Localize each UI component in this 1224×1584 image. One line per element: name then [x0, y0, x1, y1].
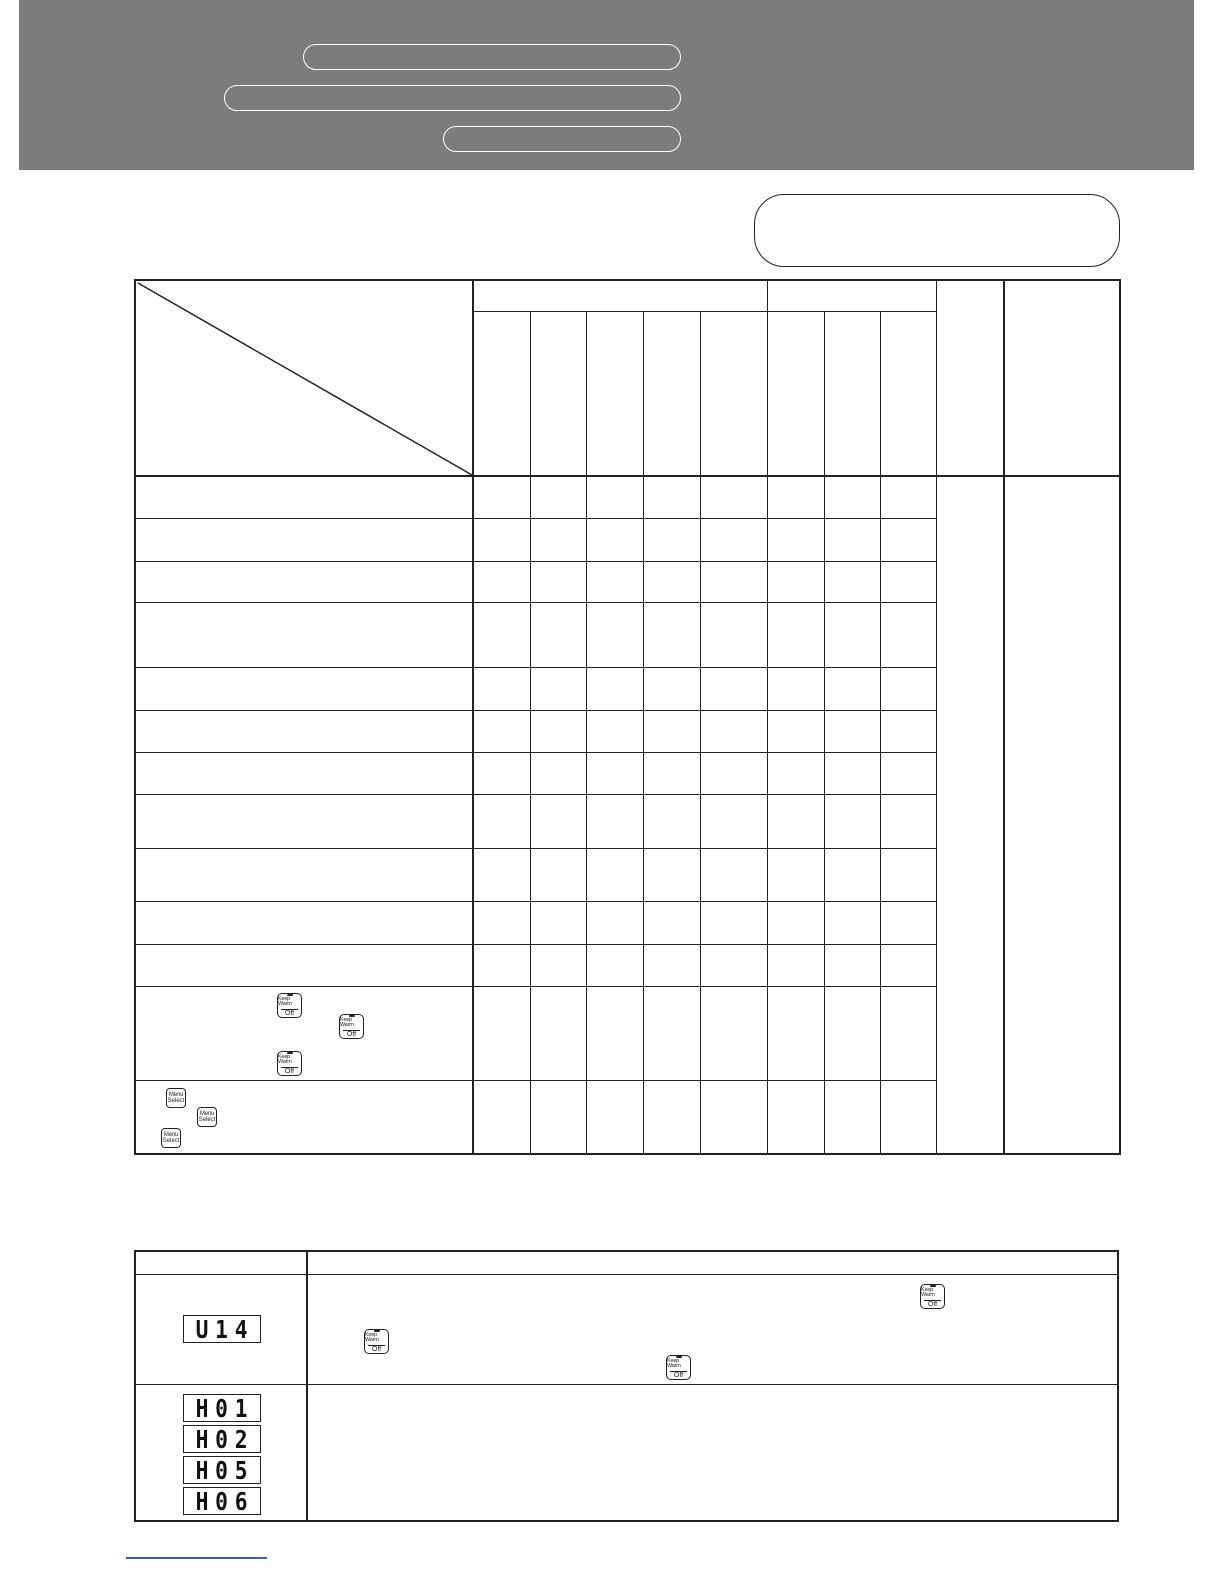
keep-warm-off-icon: Keep Warm Off	[339, 1014, 364, 1039]
table-corner-diagonal	[136, 281, 476, 481]
keep-warm-off-icon: Keep Warm Off	[920, 1284, 945, 1309]
error-code-display: H02	[183, 1425, 261, 1453]
error-code-table	[134, 1250, 1119, 1522]
col-rule-a2	[530, 311, 531, 1153]
col-rule-a4	[643, 311, 644, 1153]
keep-warm-off-icon: Keep Warm Off	[277, 993, 302, 1018]
row-rule-2	[136, 561, 936, 562]
codes-col-rule	[306, 1252, 308, 1520]
row-rule-1	[136, 518, 936, 519]
codes-header-rule	[136, 1274, 1117, 1275]
error-code-display: H01	[183, 1394, 261, 1422]
row-rule-6	[136, 752, 936, 753]
note-box	[754, 194, 1120, 267]
header-title-pill-1	[303, 44, 681, 70]
menu-select-icon: Menu Select	[166, 1088, 186, 1108]
row-rule-3	[136, 602, 936, 603]
row-rule-8	[136, 848, 936, 849]
group-header-rule-1	[473, 311, 767, 312]
menu-select-icon: Menu Select	[161, 1128, 181, 1148]
col-rule-d	[1003, 281, 1005, 1153]
col-rule-c	[936, 281, 937, 1153]
row-rule-7	[136, 794, 936, 795]
header-title-pill-2	[224, 85, 681, 111]
header-band	[19, 0, 1194, 170]
row-rule-11	[136, 986, 936, 987]
col-rule-b2	[824, 311, 825, 1153]
error-code-display: H05	[183, 1456, 261, 1484]
col-rule-a3	[586, 311, 587, 1153]
codes-row-rule	[136, 1384, 1117, 1385]
row-rule-5	[136, 710, 936, 711]
row-rule-12	[136, 1080, 936, 1081]
group-header-rule-2	[767, 311, 936, 312]
troubleshooting-table	[134, 279, 1121, 1155]
keep-warm-off-icon: Keep Warm Off	[666, 1355, 691, 1380]
col-rule-group-split	[767, 281, 768, 1153]
error-code-display: U14	[183, 1315, 261, 1343]
error-code-display: H06	[183, 1487, 261, 1515]
header-bottom-rule	[136, 475, 1119, 477]
header-title-pill-3	[443, 126, 681, 152]
col-rule-main	[472, 281, 474, 1153]
menu-select-icon: Menu Select	[197, 1107, 217, 1127]
col-rule-a5	[700, 311, 701, 1153]
row-rule-10	[136, 944, 936, 945]
footer-link[interactable]	[126, 1557, 267, 1559]
keep-warm-off-icon: Keep Warm Off	[364, 1329, 389, 1354]
col-rule-b3	[880, 311, 881, 1153]
row-rule-9	[136, 901, 936, 902]
keep-warm-off-icon: Keep Warm Off	[277, 1051, 302, 1076]
row-rule-4	[136, 667, 936, 668]
